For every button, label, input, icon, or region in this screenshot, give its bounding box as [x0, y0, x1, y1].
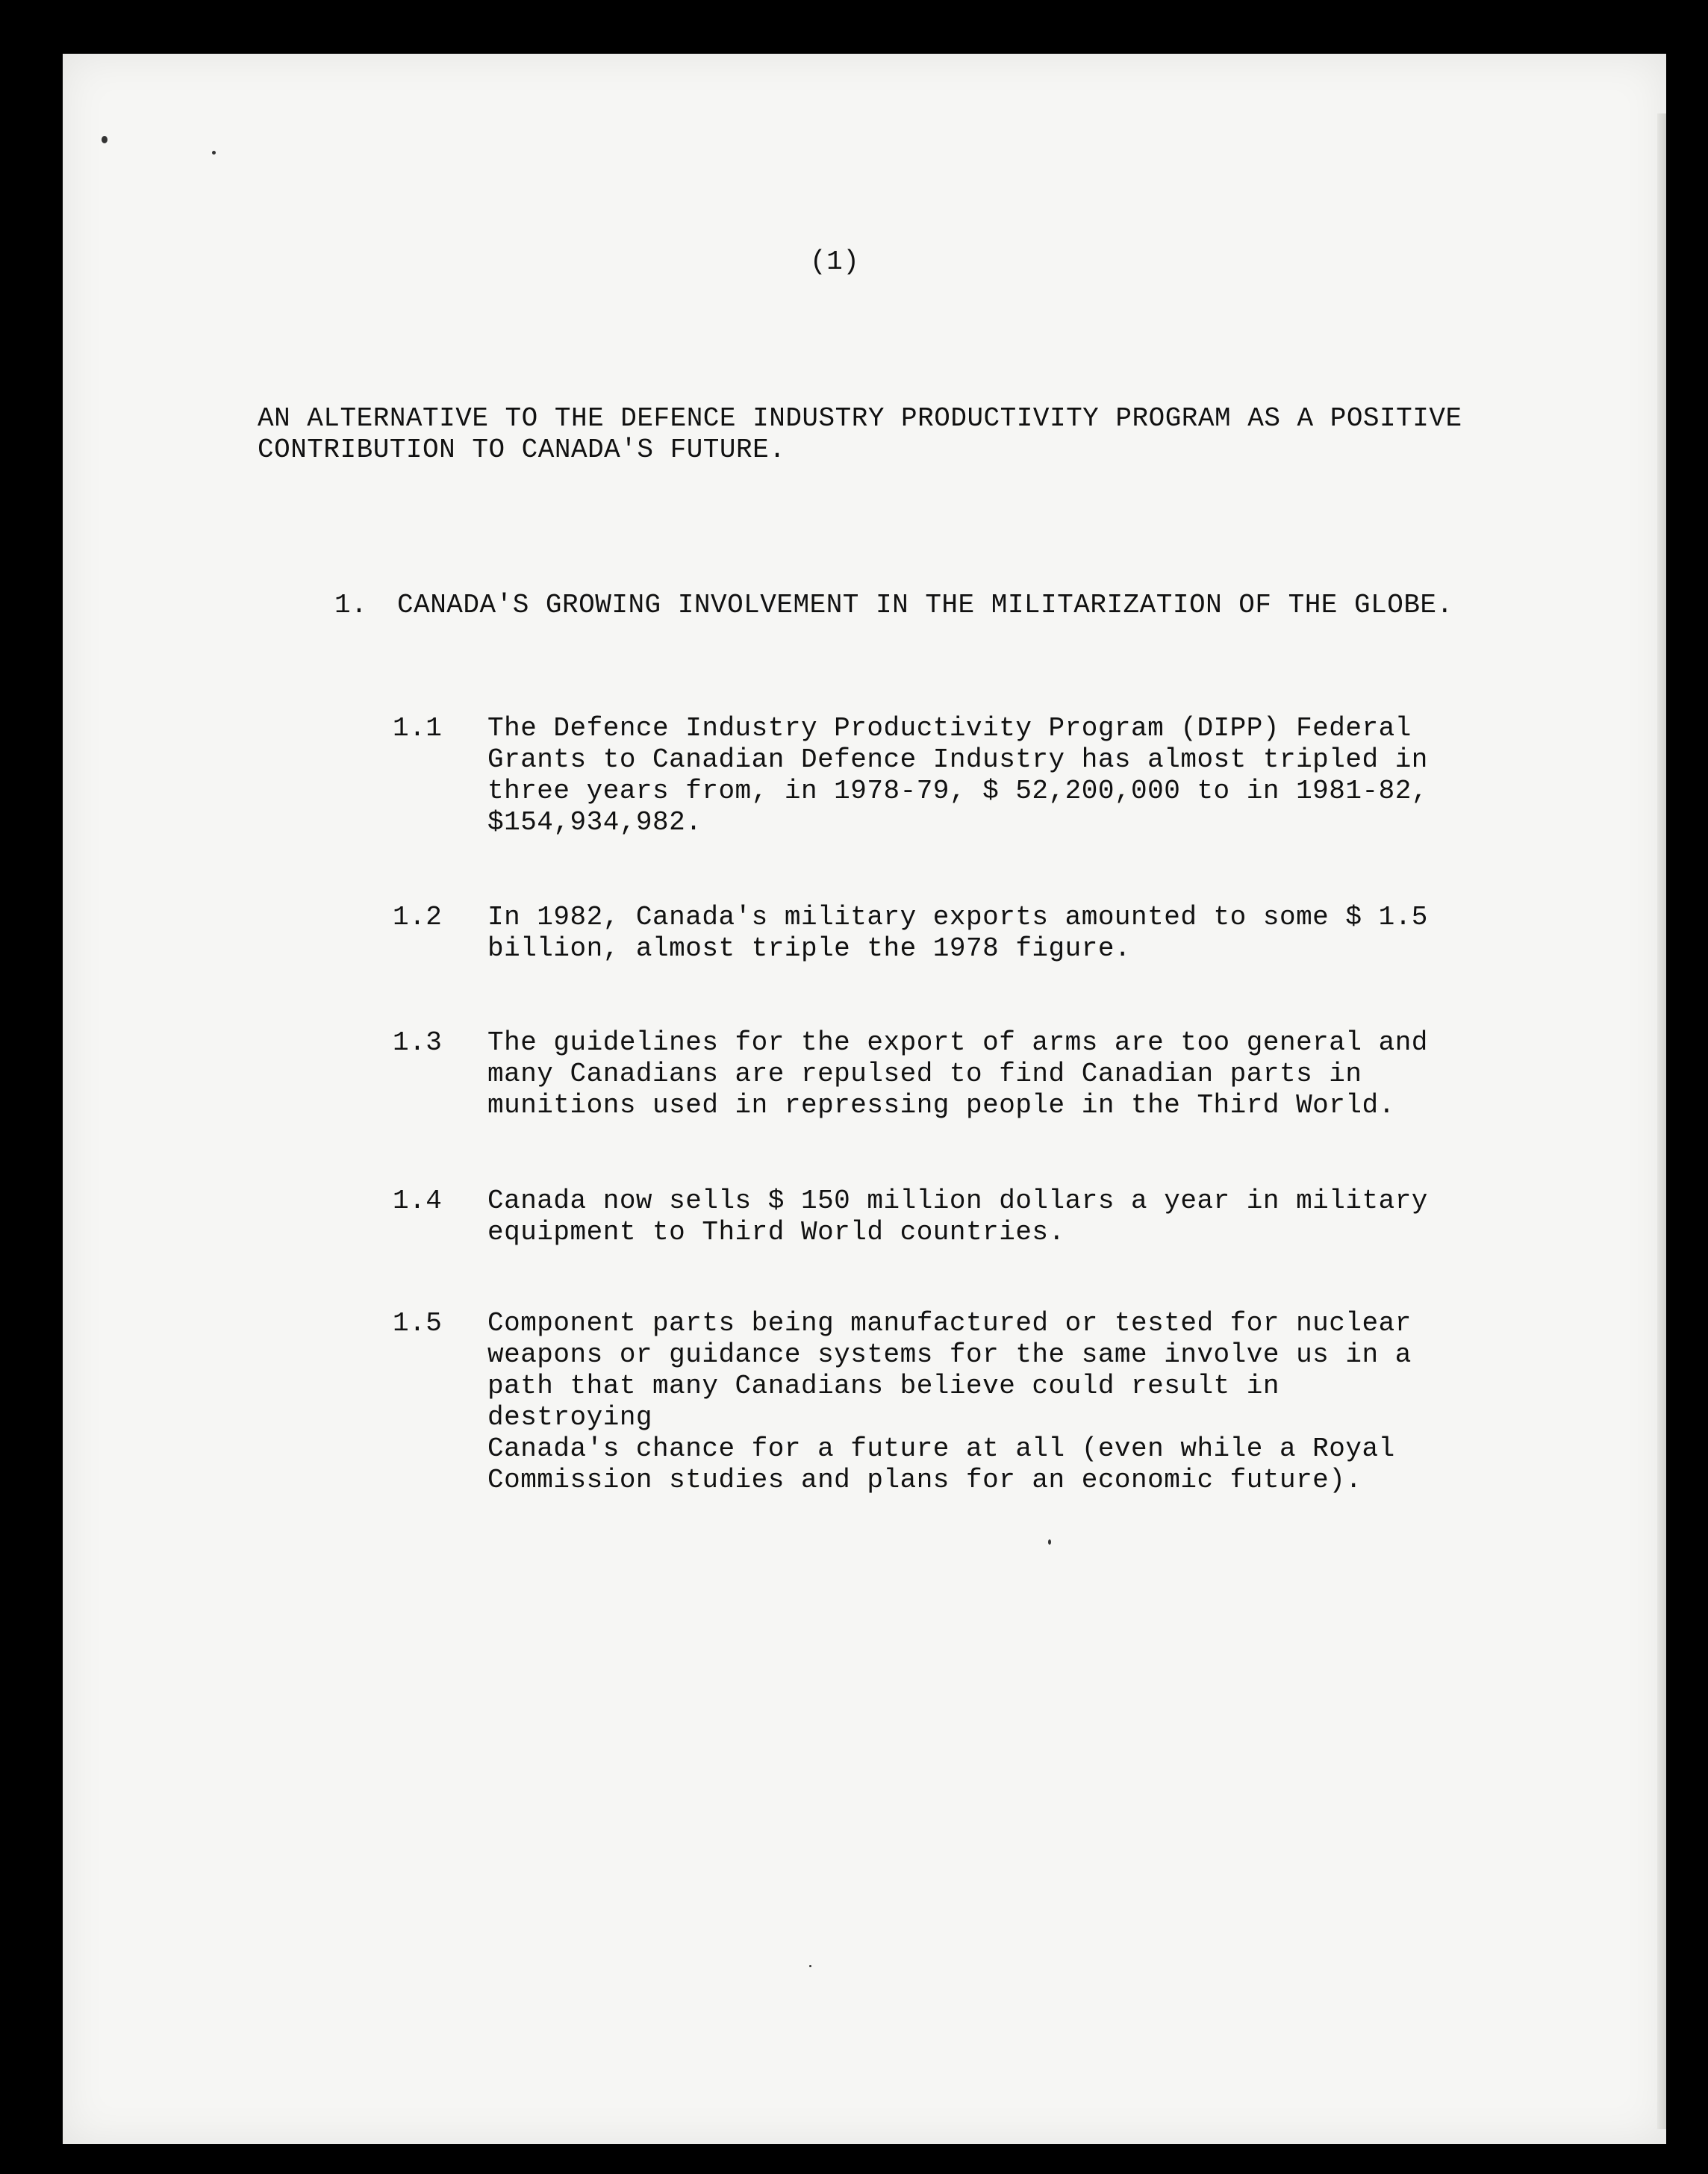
- item-number: 1.1: [393, 713, 443, 744]
- scan-speck: [102, 136, 107, 143]
- item-number: 1.4: [393, 1186, 443, 1216]
- page-edge: [1657, 113, 1666, 2129]
- section-heading: CANADA'S GROWING INVOLVEMENT IN THE MILITARIZATION OF THE GLOBE.: [397, 590, 1453, 620]
- item-text: In 1982, Canada's military exports amounted to some $ 1.5 billion, almost triple the 1978 figure.: [487, 902, 1428, 964]
- item-number: 1.2: [393, 902, 443, 932]
- scan-speck: [809, 1965, 811, 1967]
- item-number: 1.3: [393, 1027, 443, 1058]
- item-text: Canada now sells $ 150 million dollars a year in military equipment to Third World countries.: [487, 1186, 1428, 1248]
- item-text: Component parts being manufactured or tested for nuclear weapons or guidance systems for the same involve us in a path that many Canadians believe could result in destroying Canada's chance for a future at all (even while a Royal Commission studies and plans for an economic future).: [487, 1308, 1412, 1495]
- scan-speck: [212, 151, 216, 155]
- section-number: 1.: [334, 590, 368, 620]
- document-title-line-2: CONTRIBUTION TO CANADA'S FUTURE.: [258, 435, 786, 465]
- document-title-line-1: AN ALTERNATIVE TO THE DEFENCE INDUSTRY PRODUCTIVITY PROGRAM AS A POSITIVE: [258, 403, 1462, 434]
- item-text: The Defence Industry Productivity Program (DIPP) Federal Grants to Canadian Defence Industry has almost tripled in three years from, in 1978-79, $ 52,200,000 to in 1981-82, $154,934,982.: [487, 713, 1428, 838]
- scan-speck: [1048, 1539, 1051, 1545]
- item-text: The guidelines for the export of arms are too general and many Canadians are repulsed to find Canadian parts in munitions used in repressing people in the Third World.: [487, 1027, 1428, 1121]
- page-number: (1): [810, 246, 860, 277]
- item-number: 1.5: [393, 1308, 443, 1339]
